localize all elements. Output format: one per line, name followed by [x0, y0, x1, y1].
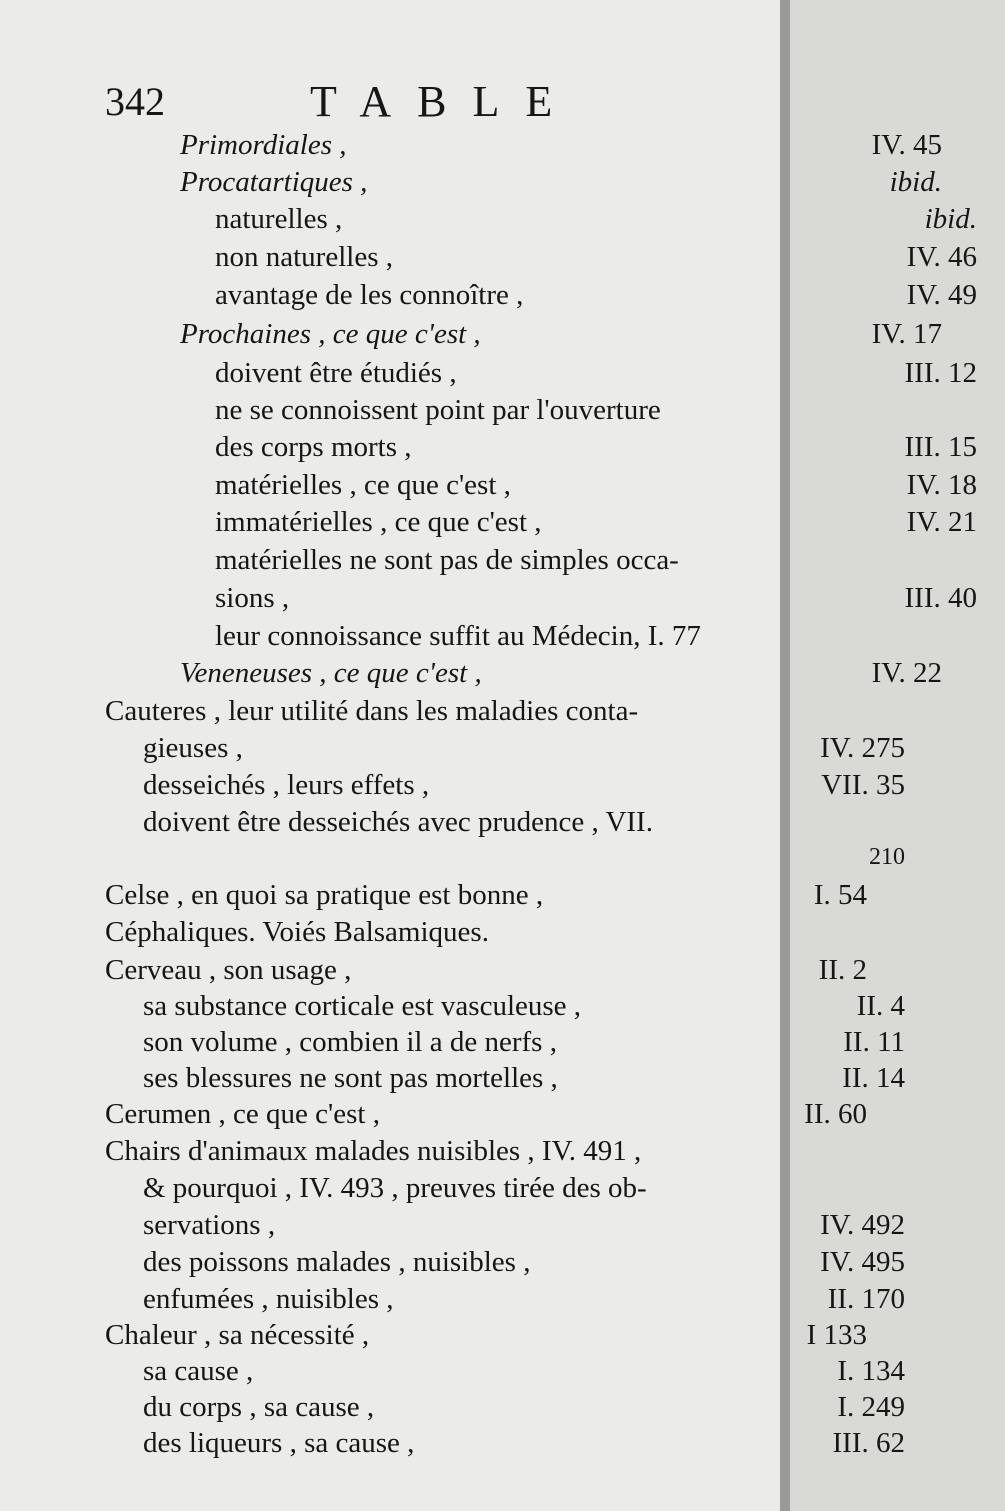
index-entry: [0, 1095, 895, 1133]
index-entry: [0, 354, 1005, 392]
index-entry: [0, 163, 970, 201]
entry-text: ne se connoissent point par l'ouverture: [215, 394, 661, 426]
index-entry: [0, 1023, 933, 1061]
entry-text: avantage de les connoître ,: [215, 279, 524, 311]
entry-reference: IV. 17: [871, 318, 942, 350]
entry-text: immatérielles , ce que c'est ,: [215, 506, 542, 538]
entry-text: desseichés , leurs effets ,: [143, 769, 430, 801]
entry-reference: II. 14: [842, 1062, 905, 1094]
entry-text: des liqueurs , sa cause ,: [143, 1427, 415, 1459]
entry-reference: IV. 49: [906, 279, 977, 311]
index-entry: [0, 428, 1005, 466]
entry-text: matérielles ne sont pas de simples occa-: [215, 544, 679, 576]
entry-reference: III. 12: [904, 357, 977, 389]
index-entry: [0, 1243, 933, 1281]
entry-reference: IV. 22: [871, 657, 942, 689]
entry-text: leur connoissance suffit au Médecin, I. 77: [215, 620, 701, 652]
entry-text: Cauteres , leur utilité dans les maladies conta-: [105, 695, 639, 727]
entry-text: doivent être desseichés avec prudence , VII.: [143, 806, 653, 838]
index-entry: [0, 951, 895, 989]
entry-text: ses blessures ne sont pas mortelles ,: [143, 1062, 558, 1094]
entry-text: Procatartiques ,: [180, 166, 368, 198]
entry-reference: I 133: [806, 1319, 867, 1351]
entry-text: naturelles ,: [215, 203, 343, 235]
index-entry: [0, 617, 1005, 655]
index-entry: [0, 987, 933, 1025]
entry-reference: IV. 45: [871, 129, 942, 161]
entry-reference: II. 11: [843, 1026, 905, 1058]
entry-text: matérielles , ce que c'est ,: [215, 469, 511, 501]
entry-text: servations ,: [143, 1209, 276, 1241]
index-entry: [0, 315, 970, 353]
index-entry: [0, 579, 1005, 617]
entry-reference: III. 40: [904, 582, 977, 614]
entry-reference: IV. 275: [820, 732, 905, 764]
entry-text: Celse , en quoi sa pratique est bonne ,: [105, 879, 544, 911]
entry-reference: VII. 35: [821, 769, 905, 801]
entry-text: son volume , combien il a de nerfs ,: [143, 1026, 557, 1058]
index-entry: [0, 838, 933, 876]
entry-text: Chairs d'animaux malades nuisibles , IV. 491 ,: [105, 1135, 642, 1167]
index-entry: [0, 654, 970, 692]
index-entry: [0, 1059, 933, 1097]
entry-text: sa substance corticale est vasculeuse ,: [143, 990, 582, 1022]
entry-reference: II. 4: [856, 990, 905, 1022]
entry-reference: I. 134: [837, 1355, 905, 1387]
index-entry: [0, 541, 1005, 579]
index-entry: [0, 1132, 895, 1170]
index-entry: [0, 466, 1005, 504]
index-entry: [0, 1280, 933, 1318]
entry-reference: I. 54: [813, 879, 867, 911]
index-entry: [0, 803, 933, 841]
entry-reference: I. 249: [837, 1391, 905, 1423]
entry-reference: II. 2: [818, 954, 867, 986]
entry-text: Veneneuses , ce que c'est ,: [180, 657, 482, 689]
entry-reference: III. 15: [904, 431, 977, 463]
index-entry: [0, 1169, 933, 1207]
entry-reference: ibid.: [889, 166, 942, 198]
entry-reference: IV. 492: [820, 1209, 905, 1241]
entry-text: Primordiales ,: [180, 129, 347, 161]
index-entry: [0, 692, 895, 730]
entry-text: Cerveau , son usage ,: [105, 954, 352, 986]
entry-text: Prochaines , ce que c'est ,: [180, 318, 481, 350]
entry-text: gieuses ,: [143, 732, 243, 764]
index-entry: [0, 200, 1005, 238]
entry-text: Chaleur , sa nécessité ,: [105, 1319, 370, 1351]
entry-text: sa cause ,: [143, 1355, 254, 1387]
page-header: [105, 70, 625, 130]
entry-text: enfumées , nuisibles ,: [143, 1283, 394, 1315]
index-entry: [0, 766, 933, 804]
entry-text: non naturelles ,: [215, 241, 393, 273]
entry-reference: IV. 495: [820, 1246, 905, 1278]
entry-text: des poissons malades , nuisibles ,: [143, 1246, 531, 1278]
page-number: 342: [105, 79, 165, 124]
entry-text: & pourquoi , IV. 493 , preuves tirée des ob-: [143, 1172, 647, 1204]
entry-reference: 210: [869, 844, 905, 870]
index-entry: [0, 729, 933, 767]
index-entry: [0, 876, 895, 914]
entry-text: doivent être étudiés ,: [215, 357, 457, 389]
running-title: TABLE: [310, 77, 579, 126]
entry-reference: IV. 18: [906, 469, 977, 501]
index-entry: [0, 503, 1005, 541]
entry-reference: ibid.: [924, 203, 977, 235]
index-entry: [0, 1206, 933, 1244]
entry-text: Céphaliques. Voiés Balsamiques.: [105, 916, 489, 948]
entry-reference: III. 62: [832, 1427, 905, 1459]
entry-text: sions ,: [215, 582, 290, 614]
index-entry: [0, 913, 895, 951]
index-entry: [0, 1388, 933, 1426]
index-entry: [0, 238, 1005, 276]
index-entry: [0, 276, 1005, 314]
index-entry: [0, 391, 1005, 429]
entry-text: des corps morts ,: [215, 431, 412, 463]
index-entry: [0, 1424, 933, 1462]
entry-reference: II. 170: [827, 1283, 905, 1315]
index-entry: [0, 1352, 933, 1390]
index-entry: [0, 1316, 895, 1354]
entry-text: Cerumen , ce que c'est ,: [105, 1098, 380, 1130]
entry-reference: IV. 46: [906, 241, 977, 273]
entry-reference: IV. 21: [906, 506, 977, 538]
entry-text: du corps , sa cause ,: [143, 1391, 375, 1423]
index-entry: [0, 126, 970, 164]
entry-reference: II. 60: [804, 1098, 867, 1130]
